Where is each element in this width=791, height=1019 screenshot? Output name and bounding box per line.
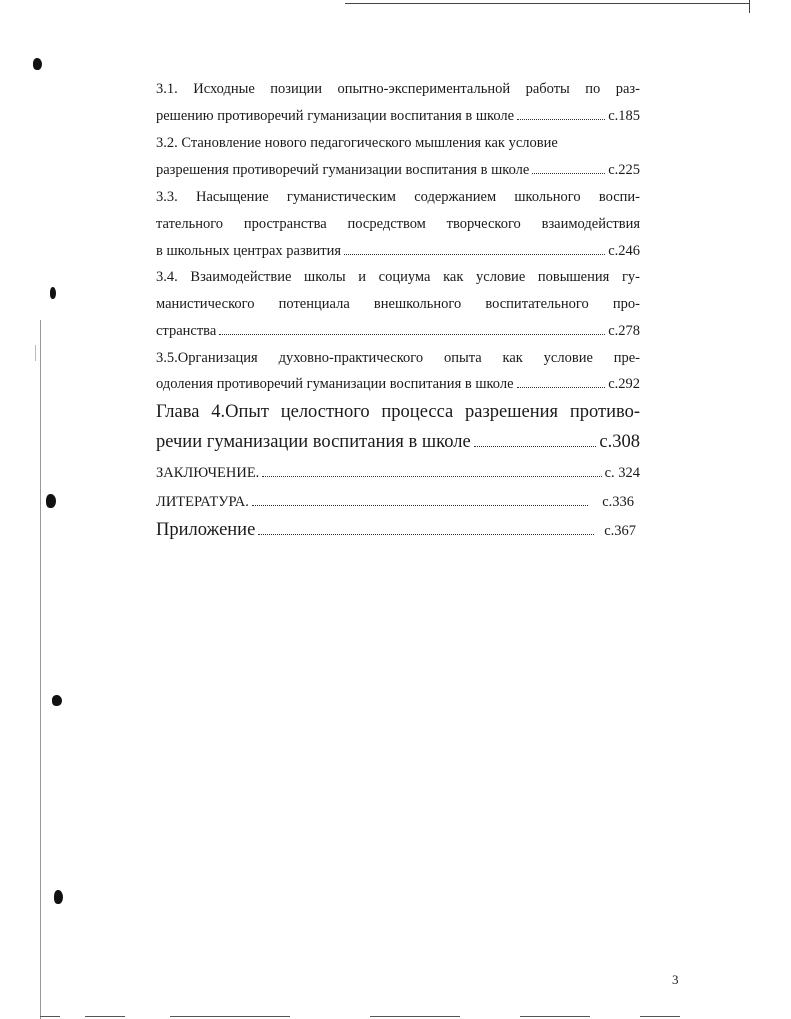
left-scan-mark <box>35 345 36 361</box>
dot-leader <box>344 254 605 255</box>
dot-leader <box>219 334 605 335</box>
toc-appendix-page: с.367 <box>604 523 636 539</box>
top-border-corner <box>749 0 750 13</box>
toc-3-3-line-1: 3.3. Насыщение гуманистическим содержанием школьного воспи- <box>156 189 640 205</box>
toc-appendix <box>156 518 636 543</box>
toc-literature-label: ЛИТЕРАТУРА. <box>156 494 249 510</box>
bottom-scan-line <box>170 1016 290 1017</box>
page-number: 3 <box>672 972 679 987</box>
bottom-scan-line <box>85 1016 125 1017</box>
toc-3-5-line-2 <box>156 375 640 393</box>
bottom-scan-line <box>40 1016 60 1017</box>
bottom-scan-line <box>520 1016 590 1017</box>
toc-3-1-line-1: 3.1. Исходные позиции опытно-экспериментальной работы по раз- <box>156 81 640 97</box>
toc-3-2-title-end: разрешения противоречий гуманизации воспитания в школе <box>156 162 530 178</box>
toc-3-3-title-end: в школьных центрах развития <box>156 243 342 259</box>
toc-3-4-title-end: странства <box>156 323 217 339</box>
toc-3-3-page: с.246 <box>608 243 640 259</box>
toc-3-3-line-3 <box>156 242 640 260</box>
dot-leader <box>517 387 606 388</box>
toc-3-5-title-end: одоления противоречий гуманизации воспитания в школе <box>156 376 514 392</box>
toc-3-1-line-2 <box>156 107 640 125</box>
toc-3-1-page: с.185 <box>608 108 640 124</box>
toc-3-4-line-3 <box>156 322 640 340</box>
toc-chapter-4-line-1: Глава 4.Опыт целостного процесса разрешения противо- <box>156 402 640 422</box>
bottom-scan-line <box>640 1016 680 1017</box>
toc-conclusion <box>156 464 640 482</box>
punch-hole-mark <box>54 890 63 904</box>
dot-leader <box>532 173 605 174</box>
bottom-scan-line <box>370 1016 460 1017</box>
punch-hole-mark <box>52 695 62 706</box>
toc-literature <box>156 493 634 511</box>
toc-3-4-line-2: манистического потенциала внешкольного воспитательного про- <box>156 296 640 312</box>
dot-leader <box>252 505 588 506</box>
toc-conclusion-label: ЗАКЛЮЧЕНИЕ. <box>156 465 260 481</box>
toc-conclusion-page: с. 324 <box>604 465 640 481</box>
toc-literature-page: с.336 <box>602 494 634 510</box>
toc-3-5-line-1: 3.5.Организация духовно-практического опыта как условие пре- <box>156 350 640 366</box>
toc-chapter-4-page: с.308 <box>599 432 640 452</box>
left-scan-edge <box>40 320 41 1019</box>
punch-hole-mark <box>33 58 42 70</box>
toc-chapter-4-title-end: речии гуманизации воспитания в школе <box>156 432 471 452</box>
top-border-line <box>345 3 750 4</box>
toc-3-3-line-2: тательного пространства посредством творческого взаимодействия <box>156 216 640 232</box>
toc-3-4-page: с.278 <box>608 323 640 339</box>
dot-leader <box>517 119 605 120</box>
toc-appendix-label: Приложение <box>156 520 256 540</box>
toc-3-5-page: с.292 <box>608 376 640 392</box>
dot-leader <box>258 534 594 535</box>
toc-3-2-line-1: 3.2. Становление нового педагогического мышления как условие <box>156 135 558 151</box>
punch-hole-mark <box>50 287 56 299</box>
toc-3-2-page: с.225 <box>608 162 640 178</box>
dot-leader <box>474 446 597 447</box>
dot-leader <box>262 476 601 477</box>
toc-3-2-line-2 <box>156 161 640 179</box>
punch-hole-mark <box>46 494 56 508</box>
toc-3-1-title-end: решению противоречий гуманизации воспитания в школе <box>156 108 515 124</box>
toc-3-4-line-1: 3.4. Взаимодействие школы и социума как условие повышения гу- <box>156 269 640 285</box>
toc-chapter-4-line-2 <box>156 430 640 454</box>
